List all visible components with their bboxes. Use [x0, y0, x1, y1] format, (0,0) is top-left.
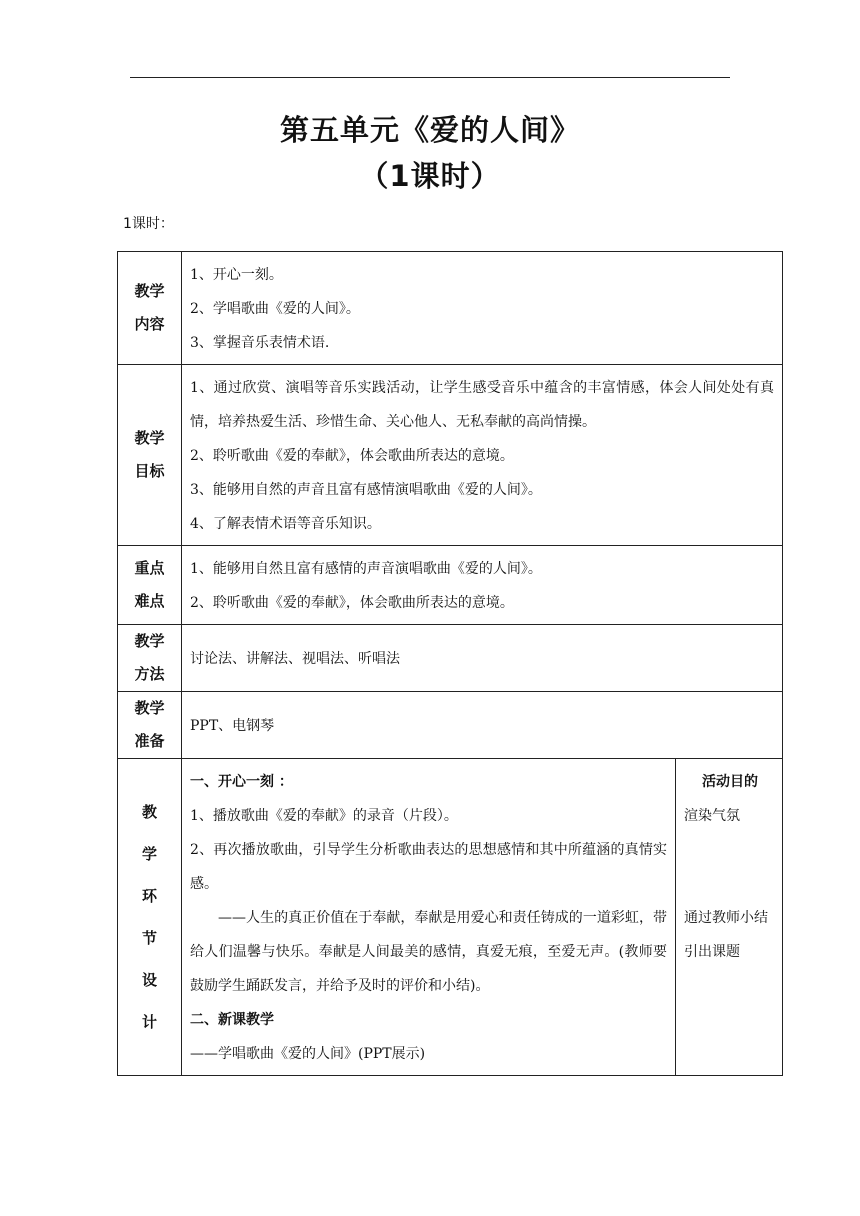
key-points-cell: [182, 546, 783, 625]
lesson-plan-table: [117, 251, 783, 1076]
purpose-item: 通过教师小结引出课题: [684, 910, 768, 960]
session-label: 1课时：: [123, 216, 174, 232]
purpose-cell: [676, 759, 783, 1076]
design-line: 1、播放歌曲《爱的奉献》的录音（片段）。: [190, 808, 458, 824]
design-quote: ——人生的真正价值在于奉献，奉献是用爱心和责任铸成的一道彩虹，带给人们温馨与快乐。奉献是人间最美的感情，真爱无痕，至爱无声。(教师要鼓励学生踊跃发言，并给予及时的评价和小结)。: [190, 910, 667, 994]
key-point-line: 2、聆听歌曲《爱的奉献》，体会歌曲所表达的意境。: [190, 595, 514, 611]
purpose-item: 渲染气氛: [684, 808, 740, 824]
label-key-points: 重点 难点: [118, 546, 182, 625]
content-line: 1、开心一刻。: [190, 267, 283, 283]
page-subtitle: （1课时）: [359, 159, 501, 193]
purpose-spacer: [684, 833, 776, 901]
row-methods: [118, 625, 783, 692]
row-goals: [118, 365, 783, 546]
label-design: 教 学 环 节 设 计: [118, 759, 182, 1076]
row-content: [118, 252, 783, 365]
label-goals: 教学 目标: [118, 365, 182, 546]
content-line: 2、学唱歌曲《爱的人间》。: [190, 301, 360, 317]
row-prep: [118, 692, 783, 759]
prep-cell: [182, 692, 783, 759]
goals-cell: [182, 365, 783, 546]
methods-text: 讨论法、讲解法、视唱法、听唱法: [190, 651, 400, 667]
design-line: 2、再次播放歌曲，引导学生分析歌曲表达的思想感情和其中所蕴涵的真情实感。: [190, 842, 667, 892]
label-content: 教学 内容: [118, 252, 182, 365]
header-rule: [130, 77, 730, 78]
label-prep: 教学 准备: [118, 692, 182, 759]
design-line: ——学唱歌曲《爱的人间》(PPT展示): [190, 1046, 426, 1062]
page-title: 第五单元《爱的人间》: [279, 113, 580, 147]
methods-cell: [182, 625, 783, 692]
section-heading: 一、开心一刻 ：: [190, 774, 293, 790]
design-cell: [182, 759, 676, 1076]
purpose-heading: 活动目的: [702, 774, 758, 790]
row-key-points: [118, 546, 783, 625]
goal-line: 1、通过欣赏、演唱等音乐实践活动，让学生感受音乐中蕴含的丰富情感，体会人间处处有真情，培养热爱生活、珍惜生命、关心他人、无私奉献的高尚情操。: [190, 380, 775, 430]
goal-line: 2、聆听歌曲《爱的奉献》，体会歌曲所表达的意境。: [190, 448, 514, 464]
row-design: [118, 759, 783, 1076]
goal-line: 3、能够用自然的声音且富有感情演唱歌曲《爱的人间》。: [190, 482, 542, 498]
label-methods: 教学 方法: [118, 625, 182, 692]
key-point-line: 1、能够用自然且富有感情的声音演唱歌曲《爱的人间》。: [190, 561, 542, 577]
content-line: 3、掌握音乐表情术语.: [190, 335, 330, 351]
prep-text: PPT、电钢琴: [190, 718, 275, 734]
content-cell: [182, 252, 783, 365]
goal-line: 4、了解表情术语等音乐知识。: [190, 516, 381, 532]
section-heading: 二、新课教学: [190, 1012, 274, 1028]
